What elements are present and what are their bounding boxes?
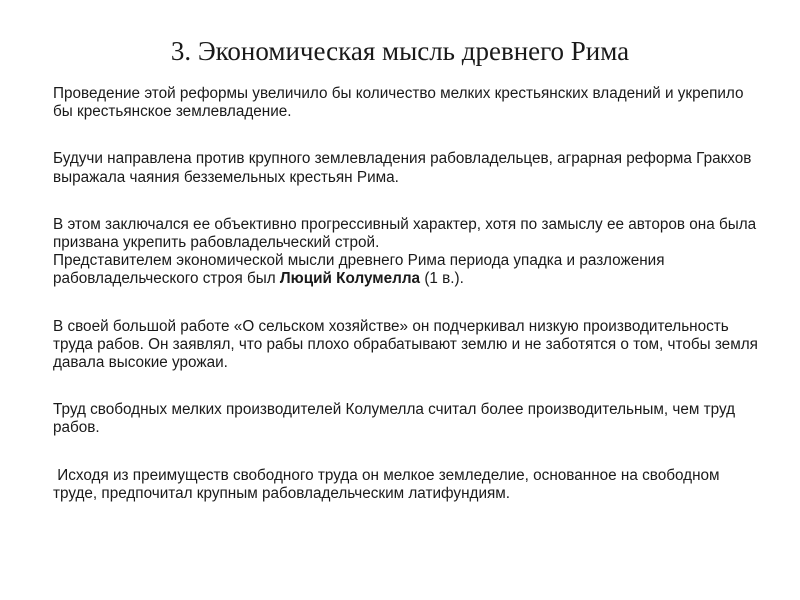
slide-title: 3. Экономическая мысль древнего Рима (170, 36, 630, 66)
paragraph-reform-effect: Проведение этой реформы увеличило бы количество мелких крестьянских владений и укрепило бы крестьянское землевладение. (53, 85, 744, 121)
representative-text-after: (1 в.). (420, 270, 464, 288)
representative-name: Люций Колумелла (279, 270, 421, 288)
representative-text-before: Представителем экономической мысли древнего Рима периода упадка и разложения рабовладельческого строя был (53, 252, 665, 288)
paragraph-gracchi-reform: Будучи направлена против крупного землевладения рабовладельцев, аграрная реформа Гракхов выражала чаяния безземельных крестьян Рима. (53, 150, 752, 186)
paragraph-representative (53, 252, 765, 288)
paragraph-small-farming: Исходя из преимуществ свободного труда он мелкое земледелие, основанное на свободном труде, предпочитал крупным рабовладельческим латифундиям. (53, 466, 724, 502)
paragraph-agriculture-work: В своей большой работе «О сельском хозяйстве» он подчеркивал низкую производительность труда рабов. Он заявлял, что рабы плохо обрабатывают землю и не заботятся о том, чтобы земля давала высокие урожаи. (53, 317, 758, 372)
slide-body (53, 85, 765, 503)
paragraph-progressive-character: В этом заключался ее объективно прогрессивный характер, хотя по замыслу ее авторов она была призвана укрепить рабовладельческий строй. (53, 215, 757, 252)
paragraph-free-labor: Труд свободных мелких производителей Колумелла считал более производительным, чем труд рабов. (53, 401, 736, 437)
